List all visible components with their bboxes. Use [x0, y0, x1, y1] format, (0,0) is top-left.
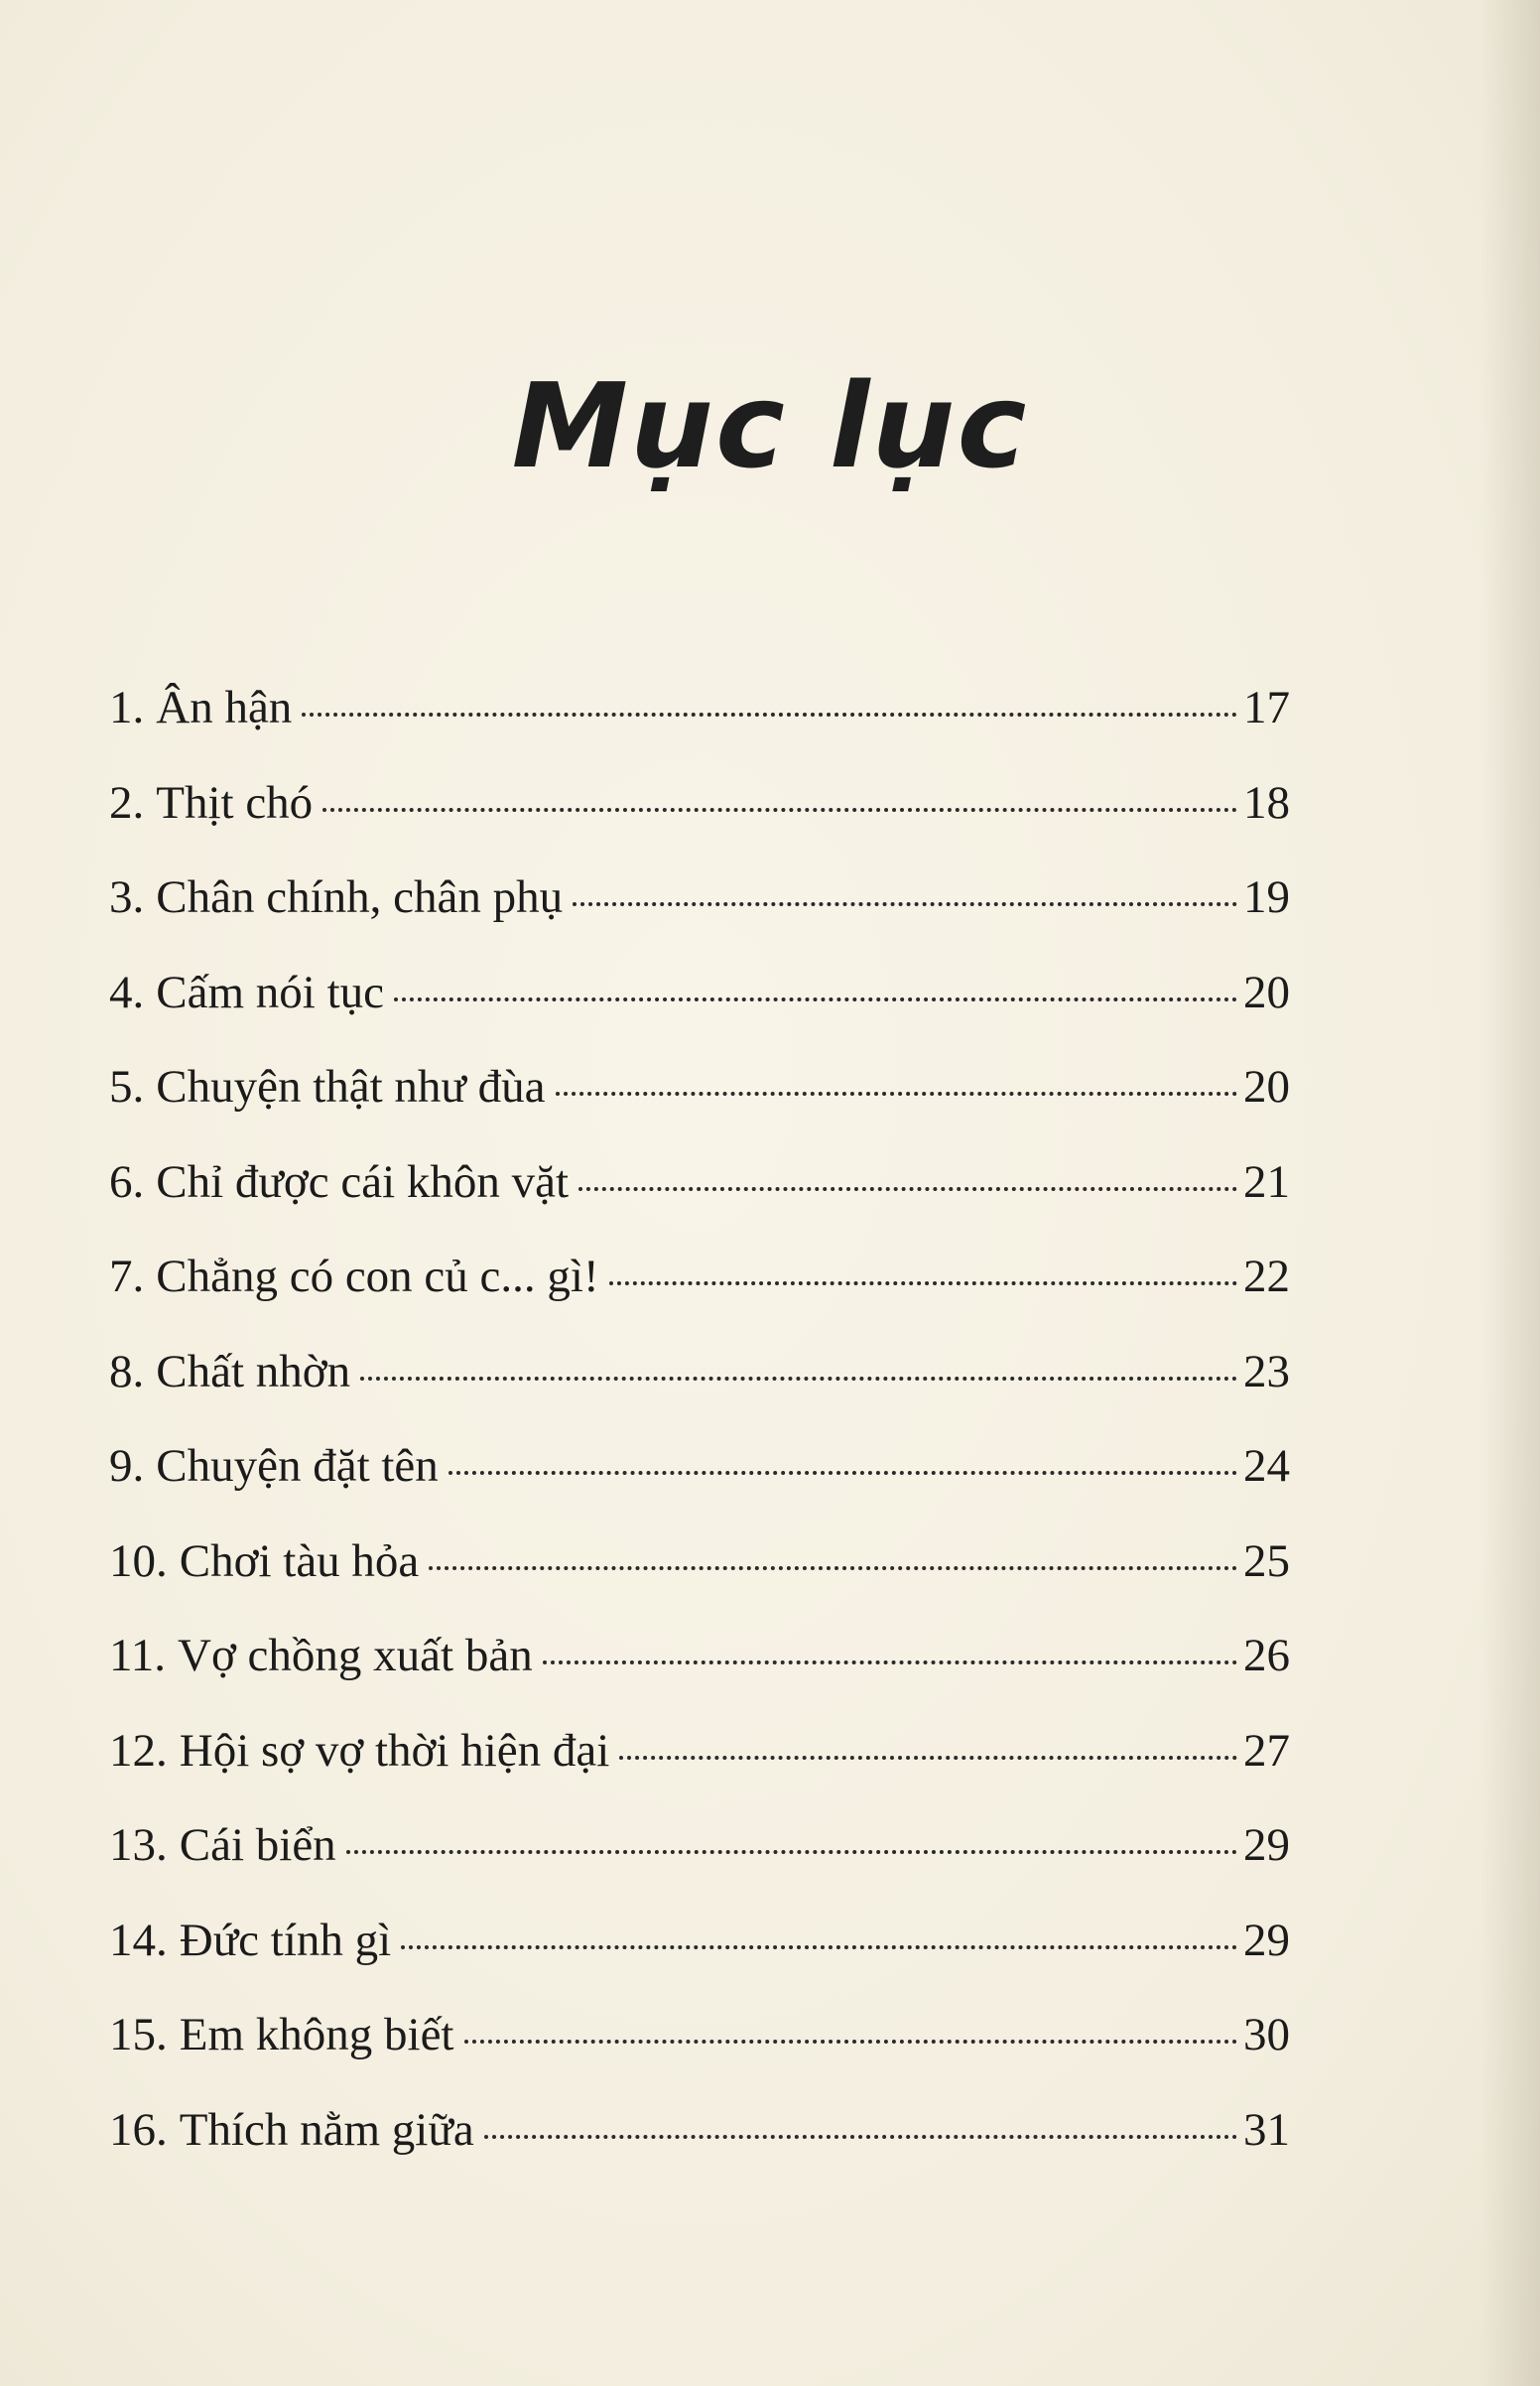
toc-entry: [109, 1155, 1290, 1255]
dot-leader: [401, 1945, 1237, 1949]
dot-leader: [578, 1187, 1237, 1191]
entry-title: Thịt chó: [156, 776, 314, 829]
entry-page-number: 21: [1243, 1155, 1290, 1208]
entry-title: Em không biết: [179, 2009, 454, 2060]
dot-leader: [484, 2135, 1237, 2139]
toc-entry: [109, 1534, 1290, 1634]
entry-page-number: 27: [1243, 1724, 1290, 1777]
toc-entry: [109, 1630, 1290, 1728]
toc-entry: [109, 2103, 1290, 2202]
entry-page-number: 30: [1243, 2009, 1290, 2060]
dot-leader: [556, 1092, 1237, 1096]
entry-title: Vợ chồng xuất bản: [178, 1630, 533, 1681]
entry-page-number: 23: [1243, 1345, 1290, 1397]
dot-leader: [360, 1377, 1237, 1381]
entry-number: 4.: [109, 966, 145, 1018]
entry-page-number: 24: [1243, 1440, 1290, 1492]
entry-page-number: 31: [1243, 2103, 1290, 2156]
dot-leader: [429, 1566, 1237, 1570]
toc-entry: [109, 2009, 1290, 2107]
entry-title: Chuyện đặt tên: [156, 1440, 439, 1492]
entry-title: Chất nhờn: [156, 1345, 351, 1397]
toc-entry: [109, 1819, 1290, 1918]
dot-leader: [573, 902, 1237, 906]
entry-number: 6.: [109, 1155, 145, 1208]
entry-page-number: 19: [1243, 871, 1290, 923]
entry-number: 12.: [109, 1724, 168, 1777]
dot-leader: [449, 1471, 1237, 1475]
toc-entry: [109, 776, 1290, 875]
toc-entry: [109, 1061, 1290, 1159]
dot-leader: [619, 1756, 1237, 1760]
entry-title: Thích nằm giữa: [179, 2103, 474, 2156]
entry-number: 5.: [109, 1061, 145, 1113]
entry-page-number: 18: [1243, 776, 1290, 829]
entry-number: 2.: [109, 776, 145, 829]
entry-number: 14.: [109, 1914, 168, 1966]
entry-number: 8.: [109, 1345, 145, 1397]
entry-number: 3.: [109, 871, 145, 923]
dot-leader: [346, 1850, 1237, 1854]
toc-entry: [109, 1345, 1290, 1444]
dot-leader: [543, 1660, 1237, 1664]
entry-title: Hội sợ vợ thời hiện đại: [179, 1724, 610, 1777]
dot-leader: [302, 713, 1237, 717]
page-title: Mục lục: [511, 357, 1029, 494]
table-of-contents: [109, 682, 1290, 2201]
entry-page-number: 25: [1243, 1534, 1290, 1587]
entry-page-number: 20: [1243, 1061, 1290, 1113]
entry-number: 11.: [109, 1630, 167, 1681]
toc-entry: [109, 1440, 1290, 1538]
entry-number: 9.: [109, 1440, 145, 1492]
entry-title: Chơi tàu hỏa: [179, 1534, 420, 1587]
dot-leader: [394, 997, 1237, 1001]
toc-entry: [109, 871, 1290, 970]
entry-number: 16.: [109, 2103, 168, 2156]
dot-leader: [464, 2040, 1238, 2044]
entry-title: Ân hận: [156, 682, 293, 733]
entry-title: Chuyện thật như đùa: [156, 1061, 546, 1113]
entry-number: 7.: [109, 1251, 145, 1302]
entry-page-number: 20: [1243, 966, 1290, 1018]
entry-number: 10.: [109, 1534, 168, 1587]
dot-leader: [322, 808, 1237, 812]
entry-title: Cái biển: [179, 1819, 336, 1871]
entry-title: Chân chính, chân phụ: [156, 871, 564, 923]
entry-number: 1.: [109, 682, 145, 733]
entry-title: Chẳng có con củ c... gì!: [156, 1251, 599, 1302]
entry-page-number: 17: [1243, 682, 1290, 733]
entry-page-number: 29: [1243, 1914, 1290, 1966]
entry-title: Chỉ được cái khôn vặt: [156, 1155, 570, 1208]
toc-entry: [109, 1914, 1290, 2013]
dot-leader: [609, 1281, 1237, 1285]
entry-number: 15.: [109, 2009, 168, 2060]
entry-page-number: 22: [1243, 1251, 1290, 1302]
entry-number: 13.: [109, 1819, 168, 1871]
entry-page-number: 26: [1243, 1630, 1290, 1681]
toc-entry: [109, 1251, 1290, 1349]
entry-title: Cấm nói tục: [156, 966, 384, 1018]
toc-entry: [109, 1724, 1290, 1823]
entry-title: Đức tính gì: [179, 1914, 392, 1966]
toc-entry: [109, 966, 1290, 1065]
entry-page-number: 29: [1243, 1819, 1290, 1871]
toc-entry: [109, 682, 1290, 780]
